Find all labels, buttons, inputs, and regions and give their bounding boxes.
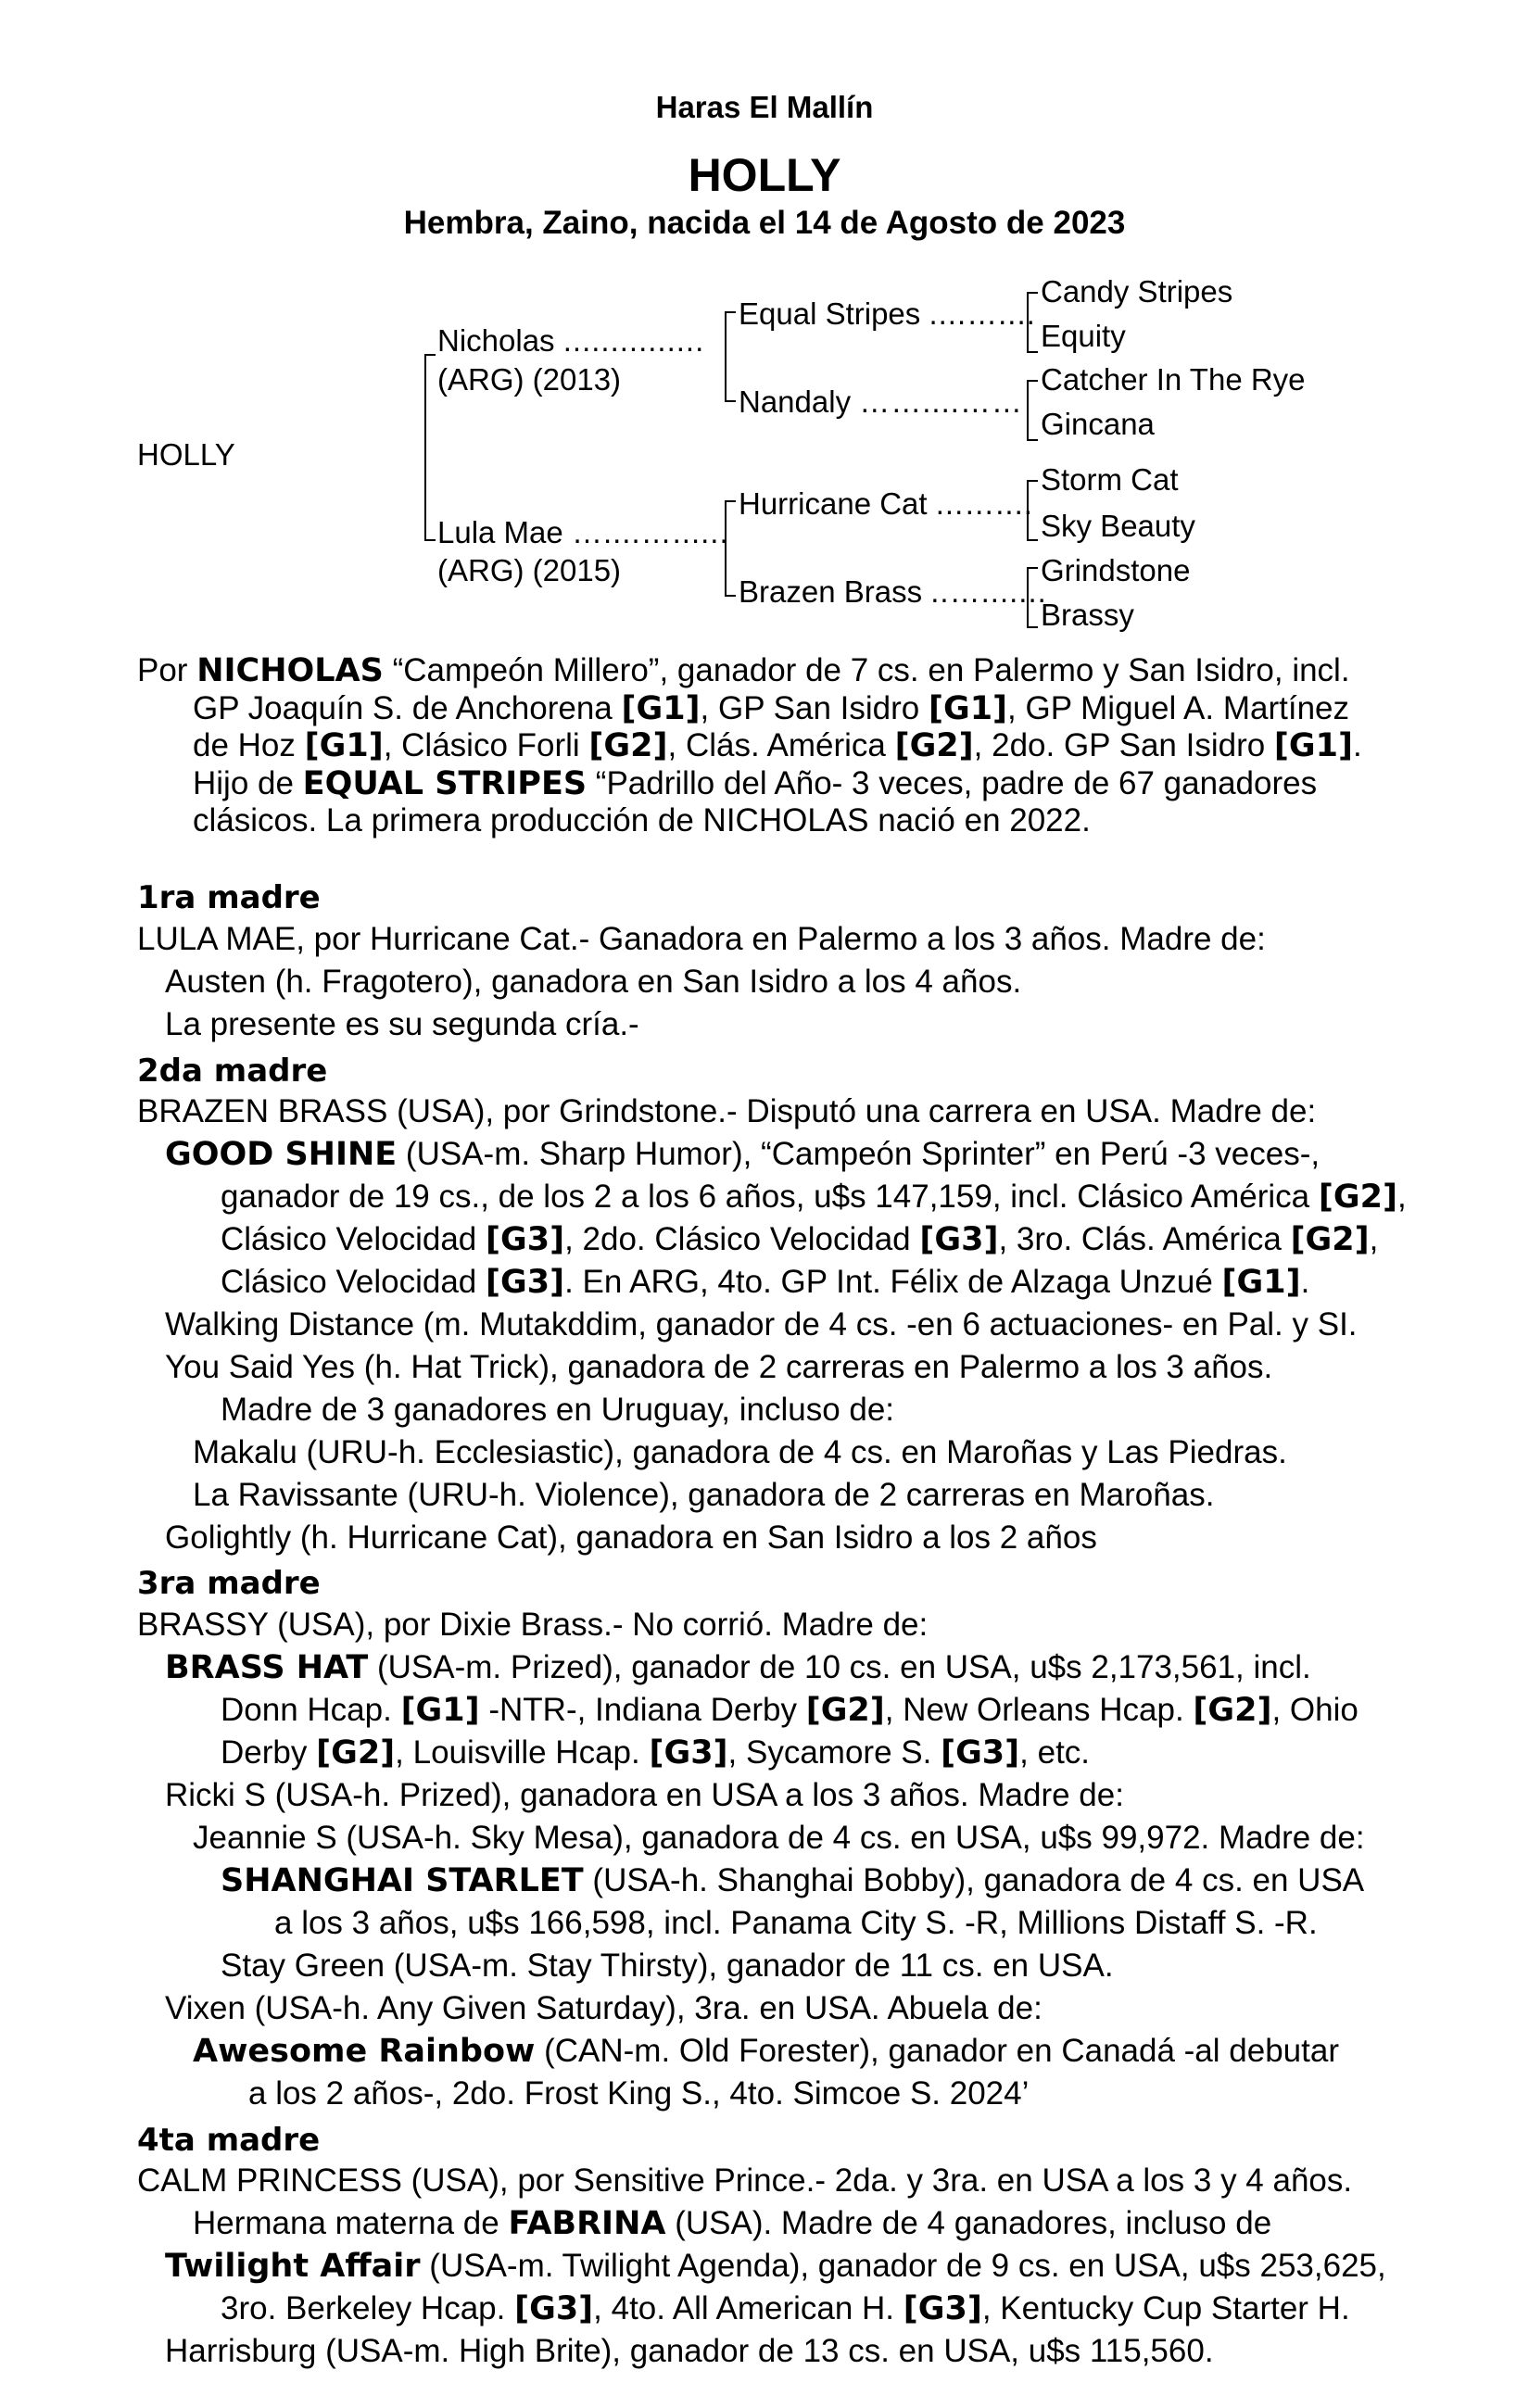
text: (USA). Madre de 4 ganadores, incluso de [665, 2205, 1272, 2241]
pedigree-sire [437, 323, 704, 359]
pedigree-ds [739, 486, 1033, 522]
bracket-tick [424, 539, 436, 541]
second-dam-line-2 [165, 1136, 1320, 1173]
sire-name: Nicholas [437, 323, 555, 358]
grade-badge: [G3] [486, 1264, 565, 1301]
third-dam-line-7 [221, 1862, 1364, 1899]
sd-dots: ……....…… [859, 385, 1023, 419]
grade-badge: [G1] [400, 1692, 480, 1729]
dam-dots: …....…...... [571, 515, 729, 549]
text: , Ohio [1271, 1692, 1358, 1728]
text: , New Orleans Hcap. [884, 1692, 1194, 1728]
second-dam-line-7: You Said Yes (h. Hat Trick), ganadora de 2 carreras en Palermo a los 3 años. [165, 1349, 1273, 1385]
grade-badge: [G3] [903, 2290, 982, 2327]
grade-badge: [G1] [621, 690, 701, 727]
bracket-gen1 [424, 354, 426, 539]
third-dam-line-2 [165, 1649, 1311, 1686]
third-dam-line-11 [193, 2033, 1339, 2070]
bracket-tick [1027, 567, 1038, 569]
text: Hijo de [193, 765, 303, 801]
sire-line-1 [137, 652, 1350, 689]
text: ganador de 19 cs., de los 2 a los 6 años, u$s 147,159, incl. Clásico América [221, 1179, 1319, 1215]
dd-dots: ..…....... [930, 574, 1047, 609]
pedigree-ssd: Equity [1041, 319, 1126, 353]
pedigree-sd [739, 385, 1023, 420]
bracket-tick [1027, 626, 1038, 628]
horse-highlight: FABRINA [508, 2205, 666, 2242]
text: , Kentucky Cup Starter H. [981, 2290, 1350, 2326]
grade-badge: [G2] [894, 727, 974, 764]
ds-dots: ...….... [935, 486, 1033, 521]
dam-origin: (ARG) (2015) [437, 553, 622, 587]
bracket-tick [424, 354, 436, 356]
pedigree-ddd: Brassy [1041, 598, 1134, 632]
grade-badge: [G1] [1221, 1264, 1301, 1301]
first-dam-heading: 1ra madre [137, 879, 321, 916]
third-dam-line-5: Ricki S (USA-h. Prized), ganadora en USA a los 3 años. Madre de: [165, 1777, 1124, 1813]
text: . [1300, 1264, 1310, 1300]
text: 3ro. Berkeley Hcap. [221, 2290, 515, 2326]
grade-badge: [G1] [928, 690, 1008, 727]
sire-line-3 [193, 727, 1362, 764]
second-dam-line-9: Makalu (URU-h. Ecclesiastic), ganadora de 4 cs. en Maroñas y Las Piedras. [193, 1434, 1287, 1470]
fourth-dam-line-4 [221, 2290, 1350, 2327]
fourth-dam-line-3 [165, 2248, 1386, 2285]
sire-line-2 [193, 690, 1349, 727]
second-dam-line-3 [221, 1179, 1407, 1216]
bracket-gen3 [1027, 292, 1029, 351]
text: , etc. [1019, 1734, 1091, 1771]
third-dam-heading: 3ra madre [137, 1565, 321, 1602]
grade-badge: [G1] [1273, 727, 1353, 764]
ss-name: Equal Stripes [739, 296, 921, 331]
sire-sire-highlight: EQUAL STRIPES [302, 765, 588, 802]
text: de Hoz [193, 727, 305, 763]
stud-name: Haras El Mallín [655, 90, 874, 124]
text: , GP San Isidro [700, 690, 929, 726]
grade-badge: [G2] [1318, 1179, 1397, 1216]
ss-dots: ....….... [929, 296, 1036, 331]
grade-badge: [G2] [316, 1734, 396, 1771]
second-dam-heading: 2da madre [137, 1053, 328, 1090]
grade-badge: [G3] [941, 1734, 1020, 1771]
fourth-dam-line-1: CALM PRINCESS (USA), por Sensitive Prince.- 2da. y 3ra. en USA a los 3 y 4 años. [137, 2162, 1353, 2199]
bracket-tick [1027, 351, 1038, 353]
grade-badge: [G1] [304, 727, 384, 764]
grade-badge: [G3] [486, 1221, 565, 1258]
horse-name: HOLLY [688, 149, 841, 201]
fourth-dam-heading: 4ta madre [137, 2122, 321, 2159]
horse-highlight: BRASS HAT [165, 1649, 369, 1686]
text: , 3ro. Clás. América [998, 1221, 1291, 1257]
text: “Padrillo del Año- 3 veces, padre de 67 ganadores [587, 765, 1318, 801]
second-dam-line-4 [221, 1221, 1378, 1258]
text: . En ARG, 4to. GP Int. Félix de Alzaga Unzué [564, 1264, 1222, 1300]
fourth-dam-line-2 [193, 2205, 1271, 2242]
bracket-tick [1027, 439, 1038, 441]
sire-line-5: clásicos. La primera producción de NICHOLAS nació en 2022. [193, 802, 1091, 838]
text: Clásico Velocidad [221, 1221, 486, 1257]
text: Donn Hcap. [221, 1692, 401, 1728]
text: , Louisville Hcap. [395, 1734, 650, 1771]
second-dam-line-8: Madre de 3 ganadores en Uruguay, incluso de: [221, 1392, 895, 1428]
bracket-tick [725, 500, 736, 502]
text: , Sycamore S. [727, 1734, 941, 1771]
bracket-gen2-dam [725, 500, 727, 595]
third-dam-line-3 [221, 1692, 1358, 1729]
sire-highlight: NICHOLAS [196, 652, 384, 689]
text: , Clás. América [667, 727, 895, 763]
fourth-dam-line-5: Harrisburg (USA-m. High Brite), ganador de 13 cs. en USA, u$s 115,560. [165, 2333, 1214, 2369]
text: , [1396, 1179, 1407, 1215]
pedigree-sss: Candy Stripes [1041, 274, 1233, 309]
second-dam-line-1: BRAZEN BRASS (USA), por Grindstone.- Disputó una carrera en USA. Madre de: [137, 1093, 1317, 1129]
grade-badge: [G3] [649, 1734, 728, 1771]
grade-badge: [G2] [1193, 1692, 1272, 1729]
second-dam-line-11: Golightly (h. Hurricane Cat), ganadora en San Isidro a los 2 años [165, 1519, 1097, 1556]
text: Clásico Velocidad [221, 1264, 486, 1300]
first-dam-line-1: LULA MAE, por Hurricane Cat.- Ganadora en Palermo a los 3 años. Madre de: [137, 921, 1266, 957]
text: (USA-m. Twilight Agenda), ganador de 9 cs. en USA, u$s 253,625, [420, 2248, 1386, 2284]
grade-badge: [G2] [805, 1692, 885, 1729]
third-dam-line-6: Jeannie S (USA-h. Sky Mesa), ganadora de 4 cs. en USA, u$s 99,972. Madre de: [193, 1820, 1365, 1856]
text: “Campeón Millero”, ganador de 7 cs. en Palermo y San Isidro, incl. [383, 652, 1350, 688]
bracket-tick [725, 595, 736, 597]
bracket-gen3 [1027, 380, 1029, 439]
sire-line-4 [193, 765, 1317, 802]
horse-description: Hembra, Zaino, nacida el 14 de Agosto de 2023 [403, 205, 1126, 241]
third-dam-line-10: Vixen (USA-h. Any Given Saturday), 3ra. en USA. Abuela de: [165, 1990, 1042, 2026]
bracket-tick [1027, 292, 1038, 294]
text: , 4to. All American H. [593, 2290, 904, 2326]
bracket-tick [725, 400, 736, 402]
dd-name: Brazen Brass [739, 574, 923, 609]
pedigree-dss: Storm Cat [1041, 462, 1179, 497]
text: -NTR-, Indiana Derby [479, 1692, 806, 1728]
pedigree-subject: HOLLY [137, 437, 235, 472]
pedigree-sdd: Gincana [1041, 407, 1155, 441]
grade-badge: [G3] [919, 1221, 999, 1258]
sire-origin: (ARG) (2013) [437, 362, 622, 397]
bracket-gen3 [1027, 480, 1029, 539]
grade-badge: [G2] [588, 727, 668, 764]
text: Hermana materna de [193, 2205, 509, 2241]
pedigree-dsd: Sky Beauty [1041, 509, 1195, 543]
first-dam-line-3: La presente es su segunda cría.- [165, 1006, 639, 1042]
text: Derby [221, 1734, 317, 1771]
horse-highlight: GOOD SHINE [165, 1136, 398, 1173]
third-dam-line-4 [221, 1734, 1090, 1771]
pedigree-dd [739, 574, 1047, 610]
text: (USA-h. Shanghai Bobby), ganadora de 4 cs. en USA [583, 1862, 1365, 1898]
pedigree-ss [739, 296, 1036, 332]
pedigree-dam [437, 515, 729, 550]
text: , Clásico Forli [383, 727, 589, 763]
second-dam-line-5 [221, 1264, 1309, 1301]
second-dam-line-6: Walking Distance (m. Mutakddim, ganador de 4 cs. -en 6 actuaciones- en Pal. y SI. [165, 1306, 1358, 1343]
pedigree-dds: Grindstone [1041, 553, 1191, 587]
bracket-tick [725, 311, 736, 313]
text: Por [137, 652, 197, 688]
text: , GP Miguel A. Martínez [1007, 690, 1349, 726]
horse-highlight: Twilight Affair [165, 2248, 421, 2285]
bracket-tick [1027, 380, 1038, 382]
first-dam-line-2: Austen (h. Fragotero), ganadora en San Isidro a los 4 años. [165, 964, 1022, 1000]
text: , 2do. GP San Isidro [973, 727, 1274, 763]
second-dam-line-10: La Ravissante (URU-h. Violence), ganadora de 2 carreras en Maroñas. [193, 1477, 1215, 1513]
horse-highlight: SHANGHAI STARLET [221, 1862, 584, 1899]
sd-name: Nandaly [739, 385, 852, 419]
grade-badge: [G3] [514, 2290, 594, 2327]
grade-badge: [G2] [1290, 1221, 1370, 1258]
dam-name: Lula Mae [437, 515, 563, 549]
third-dam-line-9: Stay Green (USA-m. Stay Thirsty), ganador de 11 cs. en USA. [221, 1948, 1114, 1984]
bracket-gen3 [1027, 567, 1029, 626]
sire-dots: ............... [562, 323, 705, 358]
text: GP Joaquín S. de Anchorena [193, 690, 622, 726]
third-dam-line-1: BRASSY (USA), por Dixie Brass.- No corrió. Madre de: [137, 1607, 929, 1643]
bracket-gen2-sire [725, 311, 727, 400]
text: (USA-m. Prized), ganador de 10 cs. en USA, u$s 2,173,561, incl. [368, 1649, 1311, 1685]
pedigree-sds: Catcher In The Rye [1041, 362, 1306, 397]
text: , [1369, 1221, 1379, 1257]
third-dam-line-12: a los 2 años-, 2do. Frost King S., 4to. Simcoe S. 2024’ [248, 2075, 1030, 2112]
text: . [1353, 727, 1362, 763]
text: (USA-m. Sharp Humor), “Campeón Sprinter” en Perú -3 veces-, [397, 1136, 1320, 1172]
text: , 2do. Clásico Velocidad [564, 1221, 920, 1257]
bracket-tick [1027, 539, 1038, 541]
horse-highlight: Awesome Rainbow [193, 2033, 536, 2070]
ds-name: Hurricane Cat [739, 486, 928, 521]
third-dam-line-8: a los 3 años, u$s 166,598, incl. Panama City S. -R, Millions Distaff S. -R. [274, 1905, 1318, 1941]
text: (CAN-m. Old Forester), ganador en Canadá -al debutar [535, 2033, 1339, 2069]
bracket-tick [1027, 480, 1038, 482]
